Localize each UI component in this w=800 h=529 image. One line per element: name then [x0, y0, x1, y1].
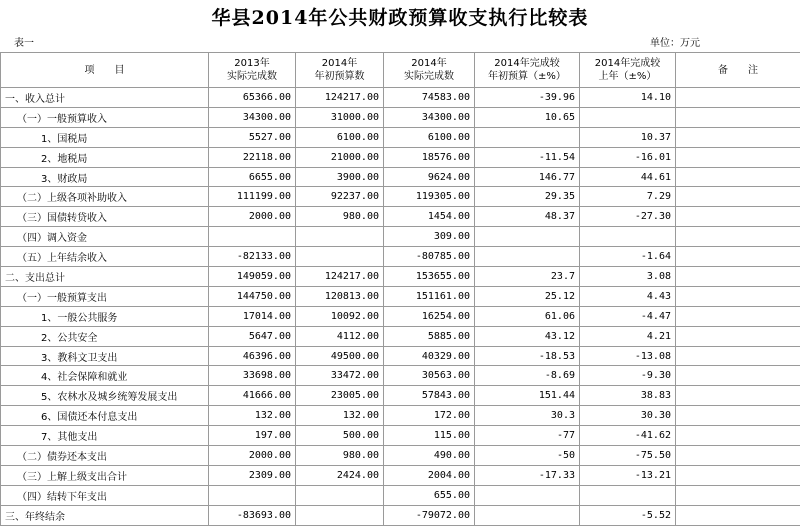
pct-vs-budget-cell[interactable]: 61.06 [475, 306, 580, 326]
header-2014-budget [296, 53, 384, 88]
budget-2014-cell[interactable]: 124217.00 [296, 88, 384, 108]
item-name-cell[interactable]: 6、国债还本付息支出 [1, 406, 209, 426]
pct-vs-last-year-cell[interactable]: 10.37 [580, 127, 676, 147]
actual-2014-cell[interactable]: 153655.00 [384, 267, 475, 287]
actual-2014-cell[interactable]: 18576.00 [384, 147, 475, 167]
pct-vs-budget-cell[interactable]: 48.37 [475, 207, 580, 227]
table-id: 表一 [14, 38, 34, 49]
pct-vs-budget-cell[interactable] [475, 505, 580, 525]
actual-2014-cell[interactable]: 5885.00 [384, 326, 475, 346]
budget-2014-cell[interactable] [296, 505, 384, 525]
pct-vs-last-year-cell[interactable]: -27.30 [580, 207, 676, 227]
value-2013-cell[interactable]: 2000.00 [209, 207, 296, 227]
table-row [1, 505, 800, 525]
table-row [1, 386, 800, 406]
budget-2014-cell[interactable]: 500.00 [296, 426, 384, 446]
pct-vs-budget-cell[interactable] [475, 127, 580, 147]
pct-vs-budget-cell[interactable]: -50 [475, 446, 580, 466]
budget-2014-cell[interactable]: 124217.00 [296, 267, 384, 287]
remark-cell[interactable] [676, 406, 800, 426]
table-row [1, 485, 800, 505]
actual-2014-cell[interactable]: 655.00 [384, 485, 475, 505]
header-text: 2014年 [321, 58, 358, 69]
table-row [1, 306, 800, 326]
header-text: 上年（±%） [598, 71, 657, 82]
remark-cell[interactable] [676, 326, 800, 346]
table-row [1, 406, 800, 426]
value-2013-cell[interactable]: 46396.00 [209, 346, 296, 366]
actual-2014-cell[interactable]: 119305.00 [384, 187, 475, 207]
value-2013-cell[interactable] [209, 227, 296, 247]
remark-cell[interactable] [676, 346, 800, 366]
pct-vs-budget-cell[interactable]: -39.96 [475, 88, 580, 108]
header-text: 2014年 [411, 58, 447, 69]
table-row [1, 147, 800, 167]
item-name-cell[interactable]: 4、社会保障和就业 [1, 366, 209, 386]
pct-vs-budget-cell[interactable]: -17.33 [475, 465, 580, 485]
value-2013-cell[interactable]: -83693.00 [209, 505, 296, 525]
item-name-cell[interactable]: （四）结转下年支出 [1, 485, 209, 505]
pct-vs-budget-cell[interactable] [475, 485, 580, 505]
remark-cell[interactable] [676, 127, 800, 147]
remark-cell[interactable] [676, 187, 800, 207]
table-row [1, 88, 800, 108]
value-2013-cell[interactable]: 34300.00 [209, 107, 296, 127]
actual-2014-cell[interactable]: -79072.00 [384, 505, 475, 525]
value-2013-cell[interactable] [209, 485, 296, 505]
table-row [1, 465, 800, 485]
pct-vs-budget-cell[interactable]: 146.77 [475, 167, 580, 187]
pct-vs-last-year-cell[interactable]: -5.52 [580, 505, 676, 525]
pct-vs-last-year-cell[interactable]: 14.10 [580, 88, 676, 108]
item-name-cell[interactable]: （二）债券还本支出 [1, 446, 209, 466]
table-row [1, 187, 800, 207]
budget-2014-cell[interactable]: 980.00 [296, 446, 384, 466]
item-name-cell[interactable]: 5、农林水及城乡统筹发展支出 [1, 386, 209, 406]
value-2013-cell[interactable]: 132.00 [209, 406, 296, 426]
pct-vs-last-year-cell[interactable]: 3.08 [580, 267, 676, 287]
actual-2014-cell[interactable]: 40329.00 [384, 346, 475, 366]
table-row [1, 326, 800, 346]
actual-2014-cell[interactable]: 57843.00 [384, 386, 475, 406]
budget-2014-cell[interactable]: 33472.00 [296, 366, 384, 386]
remark-cell[interactable] [676, 485, 800, 505]
item-name-cell[interactable]: 二、支出总计 [1, 267, 209, 287]
remark-cell[interactable] [676, 88, 800, 108]
value-2013-cell[interactable]: 2309.00 [209, 465, 296, 485]
remark-cell[interactable] [676, 366, 800, 386]
actual-2014-cell[interactable]: 74583.00 [384, 88, 475, 108]
budget-2014-cell[interactable]: 10092.00 [296, 306, 384, 326]
table-row [1, 346, 800, 366]
pct-vs-last-year-cell[interactable] [580, 227, 676, 247]
item-name-cell[interactable]: （二）上级各项补助收入 [1, 187, 209, 207]
pct-vs-last-year-cell[interactable]: -1.64 [580, 247, 676, 267]
value-2013-cell[interactable]: 144750.00 [209, 286, 296, 306]
value-2013-cell[interactable]: 6655.00 [209, 167, 296, 187]
item-name-cell[interactable]: （一）一般预算支出 [1, 286, 209, 306]
remark-cell[interactable] [676, 227, 800, 247]
pct-vs-budget-cell[interactable]: 30.3 [475, 406, 580, 426]
table-row [1, 286, 800, 306]
item-name-cell[interactable]: 1、一般公共服务 [1, 306, 209, 326]
value-2013-cell[interactable]: 111199.00 [209, 187, 296, 207]
item-name-cell[interactable]: 1、国税局 [1, 127, 209, 147]
pct-vs-last-year-cell[interactable]: -75.50 [580, 446, 676, 466]
table-row [1, 247, 800, 267]
remark-cell[interactable] [676, 147, 800, 167]
pct-vs-last-year-cell[interactable]: -4.47 [580, 306, 676, 326]
item-name-cell[interactable]: （五）上年结余收入 [1, 247, 209, 267]
table-row [1, 426, 800, 446]
pct-vs-budget-cell[interactable]: 25.12 [475, 286, 580, 306]
header-row [1, 53, 800, 88]
actual-2014-cell[interactable]: 30563.00 [384, 366, 475, 386]
actual-2014-cell[interactable]: -80785.00 [384, 247, 475, 267]
remark-cell[interactable] [676, 505, 800, 525]
header-text: 实际完成数 [227, 71, 277, 82]
value-2013-cell[interactable]: -82133.00 [209, 247, 296, 267]
value-2013-cell[interactable]: 41666.00 [209, 386, 296, 406]
table-row [1, 366, 800, 386]
actual-2014-cell[interactable]: 490.00 [384, 446, 475, 466]
budget-2014-cell[interactable]: 92237.00 [296, 187, 384, 207]
pct-vs-last-year-cell[interactable]: -9.30 [580, 366, 676, 386]
remark-cell[interactable] [676, 167, 800, 187]
item-name-cell[interactable]: （三）上解上级支出合计 [1, 465, 209, 485]
value-2013-cell[interactable]: 149059.00 [209, 267, 296, 287]
actual-2014-cell[interactable]: 309.00 [384, 227, 475, 247]
value-2013-cell[interactable]: 5647.00 [209, 326, 296, 346]
budget-2014-cell[interactable]: 120813.00 [296, 286, 384, 306]
item-name-cell[interactable]: 2、公共安全 [1, 326, 209, 346]
header-vs-budget [475, 53, 580, 88]
remark-cell[interactable] [676, 465, 800, 485]
pct-vs-budget-cell[interactable]: 151.44 [475, 386, 580, 406]
actual-2014-cell[interactable]: 6100.00 [384, 127, 475, 147]
pct-vs-last-year-cell[interactable]: 4.21 [580, 326, 676, 346]
remark-cell[interactable] [676, 446, 800, 466]
remark-cell[interactable] [676, 286, 800, 306]
value-2013-cell[interactable]: 2000.00 [209, 446, 296, 466]
table-row [1, 167, 800, 187]
pct-vs-budget-cell[interactable]: 29.35 [475, 187, 580, 207]
actual-2014-cell[interactable]: 34300.00 [384, 107, 475, 127]
pct-vs-budget-cell[interactable]: 10.65 [475, 107, 580, 127]
item-name-cell[interactable]: 三、年终结余 [1, 505, 209, 525]
budget-2014-cell[interactable]: 980.00 [296, 207, 384, 227]
pct-vs-budget-cell[interactable]: -11.54 [475, 147, 580, 167]
table-row [1, 107, 800, 127]
budget-2014-cell[interactable]: 23005.00 [296, 386, 384, 406]
item-name-cell[interactable]: 3、财政局 [1, 167, 209, 187]
pct-vs-last-year-cell[interactable]: -41.62 [580, 426, 676, 446]
budget-2014-cell[interactable] [296, 247, 384, 267]
pct-vs-budget-cell[interactable] [475, 247, 580, 267]
budget-2014-cell[interactable]: 21000.00 [296, 147, 384, 167]
value-2013-cell[interactable]: 65366.00 [209, 88, 296, 108]
remark-cell[interactable] [676, 207, 800, 227]
pct-vs-last-year-cell[interactable]: 30.30 [580, 406, 676, 426]
pct-vs-budget-cell[interactable]: -77 [475, 426, 580, 446]
value-2013-cell[interactable]: 5527.00 [209, 127, 296, 147]
value-2013-cell[interactable]: 197.00 [209, 426, 296, 446]
pct-vs-last-year-cell[interactable]: 38.83 [580, 386, 676, 406]
pct-vs-last-year-cell[interactable]: -13.21 [580, 465, 676, 485]
budget-2014-cell[interactable]: 31000.00 [296, 107, 384, 127]
header-text: 年初预算数 [314, 71, 365, 82]
value-2013-cell[interactable]: 17014.00 [209, 306, 296, 326]
pct-vs-last-year-cell[interactable]: 4.43 [580, 286, 676, 306]
header-remark: 备 注 [676, 53, 800, 88]
header-item: 项 目 [1, 53, 209, 88]
item-name-cell[interactable]: 一、收入总计 [1, 88, 209, 108]
budget-2014-cell[interactable]: 3900.00 [296, 167, 384, 187]
pct-vs-last-year-cell[interactable] [580, 485, 676, 505]
item-name-cell[interactable]: 2、地税局 [1, 147, 209, 167]
actual-2014-cell[interactable]: 172.00 [384, 406, 475, 426]
actual-2014-cell[interactable]: 115.00 [384, 426, 475, 446]
pct-vs-budget-cell[interactable] [475, 227, 580, 247]
budget-2014-cell[interactable]: 2424.00 [296, 465, 384, 485]
budget-table [0, 52, 800, 526]
item-name-cell[interactable]: 7、其他支出 [1, 426, 209, 446]
header-text: 实际完成数 [404, 71, 454, 82]
actual-2014-cell[interactable]: 1454.00 [384, 207, 475, 227]
budget-2014-cell[interactable] [296, 485, 384, 505]
budget-2014-cell[interactable]: 132.00 [296, 406, 384, 426]
remark-cell[interactable] [676, 107, 800, 127]
item-name-cell[interactable]: （一）一般预算收入 [1, 107, 209, 127]
pct-vs-last-year-cell[interactable]: 7.29 [580, 187, 676, 207]
budget-2014-cell[interactable]: 4112.00 [296, 326, 384, 346]
item-name-cell[interactable]: 3、教科文卫支出 [1, 346, 209, 366]
actual-2014-cell[interactable]: 151161.00 [384, 286, 475, 306]
page-title: 华县2014年公共财政预算收支执行比较表 [211, 7, 589, 29]
item-name-cell[interactable]: （三）国债转贷收入 [1, 207, 209, 227]
pct-vs-budget-cell[interactable]: -18.53 [475, 346, 580, 366]
table-row [1, 446, 800, 466]
pct-vs-budget-cell[interactable]: -8.69 [475, 366, 580, 386]
table-row [1, 127, 800, 147]
pct-vs-last-year-cell[interactable] [580, 107, 676, 127]
remark-cell[interactable] [676, 247, 800, 267]
item-name-cell[interactable]: （四）调入资金 [1, 227, 209, 247]
header-text: 2013年 [234, 58, 270, 69]
value-2013-cell[interactable]: 33698.00 [209, 366, 296, 386]
pct-vs-last-year-cell[interactable]: 44.61 [580, 167, 676, 187]
pct-vs-budget-cell[interactable]: 23.7 [475, 267, 580, 287]
header-2013-actual [209, 53, 296, 88]
header-vs-last-year [580, 53, 676, 88]
budget-2014-cell[interactable] [296, 227, 384, 247]
actual-2014-cell[interactable]: 9624.00 [384, 167, 475, 187]
budget-2014-cell[interactable]: 49500.00 [296, 346, 384, 366]
header-text: 2014年完成较 [494, 58, 560, 69]
header-text: 2014年完成较 [594, 58, 661, 69]
remark-cell[interactable] [676, 306, 800, 326]
value-2013-cell[interactable]: 22118.00 [209, 147, 296, 167]
budget-2014-cell[interactable]: 6100.00 [296, 127, 384, 147]
remark-cell[interactable] [676, 386, 800, 406]
header-text: 年初预算（±%） [488, 71, 566, 82]
pct-vs-budget-cell[interactable]: 43.12 [475, 326, 580, 346]
table-row [1, 267, 800, 287]
unit-label: 单位：万元 [650, 38, 700, 49]
pct-vs-last-year-cell[interactable]: -13.08 [580, 346, 676, 366]
table-row [1, 227, 800, 247]
actual-2014-cell[interactable]: 2004.00 [384, 465, 475, 485]
remark-cell[interactable] [676, 426, 800, 446]
remark-cell[interactable] [676, 267, 800, 287]
table-row [1, 207, 800, 227]
pct-vs-last-year-cell[interactable]: -16.01 [580, 147, 676, 167]
actual-2014-cell[interactable]: 16254.00 [384, 306, 475, 326]
header-2014-actual [384, 53, 475, 88]
